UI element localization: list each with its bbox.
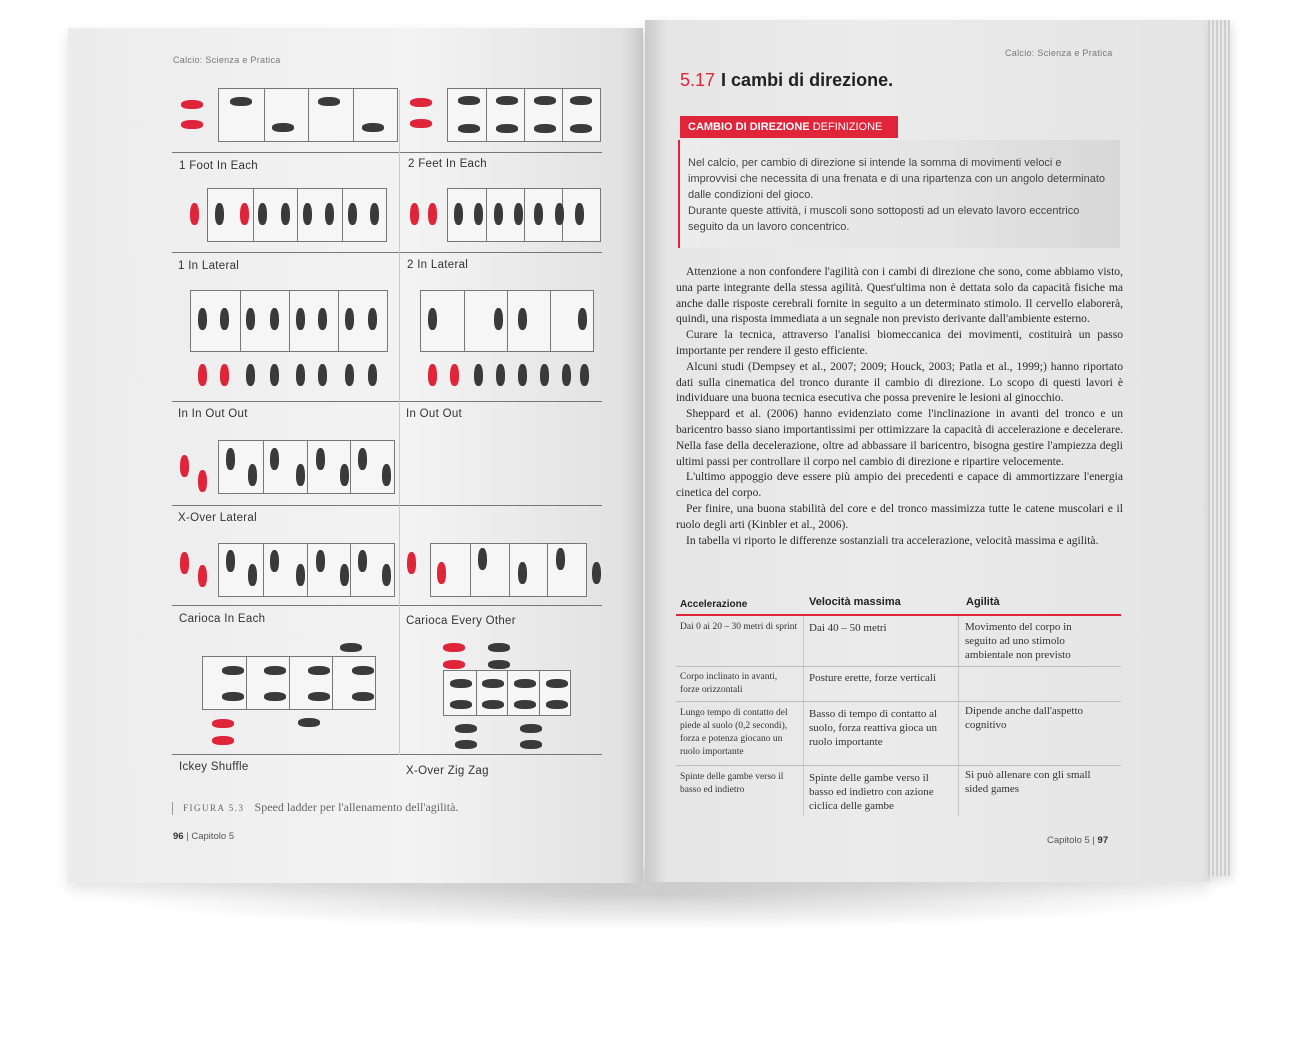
start-footprint-icon [181, 120, 203, 129]
table-cell: Si può allenare con gli small sided games [965, 769, 1091, 795]
ladder-rung [263, 441, 264, 493]
footprint-icon [318, 364, 327, 386]
footprint-icon [496, 96, 518, 105]
table-cell: Posture erette, forze verticali [809, 672, 937, 684]
footprint-icon [520, 724, 542, 733]
footprint-icon [264, 666, 286, 675]
definition-tag-rest: DEFINIZIONE [812, 121, 883, 133]
footprint-icon [222, 692, 244, 701]
drill-label: Carioca Every Other [406, 615, 516, 627]
footprint-icon [482, 700, 504, 709]
table-cell: Movimento del corpo in seguito ad uno stimolo ambientale non previsto [965, 621, 1072, 661]
drill-label: In In Out Out [178, 408, 248, 420]
speed-ladder [207, 188, 387, 242]
paragraph: Sheppard et al. (2006) hanno evidenziato come l'inclinazione in avanti del tronco e un baricentro basso siano importantissimi per ottimizzare la capacità di accelerazione e decelerare. Nella fase della decelerazione, oltre ad abbassare il baricentro, bisogna gestire l'ampiezza degli ultimi passi per controllare il corpo nel cambio di direzione e ripartire velocemente. [676, 407, 1123, 468]
left-page-num-value: 96 [173, 831, 184, 842]
footprint-icon [454, 203, 463, 225]
caption-text: Speed ladder per l'allenamento dell'agilità. [254, 800, 459, 814]
drill-label: 2 Feet In Each [408, 158, 487, 170]
ladder-rung [507, 291, 508, 351]
footprint-icon [488, 643, 510, 652]
start-footprint-icon [198, 364, 207, 386]
ladder-rung [524, 89, 525, 141]
speed-ladder [218, 88, 398, 142]
drill-label: 1 Foot In Each [179, 160, 258, 172]
figure-row-divider [172, 754, 602, 755]
footprint-icon [325, 203, 334, 225]
footprint-icon [226, 448, 235, 470]
footprint-icon [575, 203, 584, 225]
footprint-icon [514, 700, 536, 709]
footprint-icon [540, 364, 549, 386]
footprint-icon [520, 740, 542, 749]
table-row-divider [676, 666, 1121, 667]
footprint-icon [570, 96, 592, 105]
ladder-rung [486, 89, 487, 141]
ladder-rung [332, 657, 333, 709]
footprint-icon [316, 448, 325, 470]
ladder-rung [562, 89, 563, 141]
start-footprint-icon [410, 98, 432, 107]
footprint-icon [308, 692, 330, 701]
speed-ladder [420, 290, 594, 352]
start-footprint-icon [240, 203, 249, 225]
footprint-icon [296, 464, 305, 486]
table-row-divider [676, 701, 1121, 702]
start-footprint-icon [212, 736, 234, 745]
paragraph: Per finire, una buona stabilità del core e del tronco massimizza tutte le catene muscolari e il ruolo degli arti (Kinbler et al., 2006). [676, 501, 1123, 531]
definition-text-2: Durante queste attività, i muscoli sono sottoposti ad un elevato lavoro eccentrico seguito da un lavoro concentrico. [688, 205, 1080, 233]
footprint-icon [578, 308, 587, 330]
ladder-rung [509, 544, 510, 596]
footprint-icon [455, 740, 477, 749]
table-header-acceleration: Accelerazione [680, 599, 748, 610]
drill-label: In Out Out [406, 408, 463, 420]
footprint-icon [198, 308, 207, 330]
figure-caption [172, 800, 458, 815]
ladder-rung [342, 189, 343, 241]
footprint-icon [482, 679, 504, 688]
ladder-rung [464, 291, 465, 351]
start-footprint-icon [220, 364, 229, 386]
footprint-icon [230, 97, 252, 106]
start-footprint-icon [443, 660, 465, 669]
start-footprint-icon [428, 364, 437, 386]
footprint-icon [270, 448, 279, 470]
start-footprint-icon [410, 119, 432, 128]
start-footprint-icon [198, 565, 207, 587]
footprint-icon [340, 464, 349, 486]
footprint-icon [270, 308, 279, 330]
footprint-icon [382, 564, 391, 586]
figure-column-divider [399, 90, 400, 755]
section-number: 5.17 [680, 70, 716, 90]
ladder-rung [307, 544, 308, 596]
figure-row-divider [172, 401, 602, 402]
left-page-number: 96 | Capitolo 5 [173, 831, 235, 842]
table-cell: Dai 40 – 50 metri [809, 622, 887, 634]
footprint-icon [556, 548, 565, 570]
right-running-head: Calcio: Scienza e Pratica [1005, 48, 1113, 58]
table-cell: Spinte delle gambe verso il basso ed indietro [680, 772, 784, 795]
start-footprint-icon [437, 562, 446, 584]
ladder-rung [539, 671, 540, 715]
speed-ladder [218, 440, 395, 494]
ladder-rung [263, 544, 264, 596]
start-footprint-icon [407, 552, 416, 574]
footprint-icon [514, 679, 536, 688]
footprint-icon [592, 562, 601, 584]
section-heading [680, 70, 893, 91]
figure-row-divider [172, 252, 602, 253]
ladder-rung [476, 671, 477, 715]
ladder-rung [308, 89, 309, 141]
figure-row-divider [172, 152, 602, 153]
drill-label: Ickey Shuffle [179, 761, 249, 773]
footprint-icon [382, 464, 391, 486]
footprint-icon [450, 700, 472, 709]
start-footprint-icon [212, 719, 234, 728]
table-row-divider [676, 765, 1121, 766]
start-footprint-icon [180, 552, 189, 574]
footprint-icon [428, 308, 437, 330]
drill-label: X-Over Lateral [178, 512, 257, 524]
footprint-icon [518, 308, 527, 330]
definition-tag-bold: CAMBIO DI DIREZIONE [688, 121, 810, 133]
table-cell: Basso di tempo di contatto al suolo, forza reattiva gioca un ruolo importante [809, 708, 938, 748]
table-header-rule [676, 614, 1121, 616]
footprint-icon [298, 718, 320, 727]
table-cell: Dai 0 ai 20 – 30 metri di sprint [680, 622, 798, 632]
start-footprint-icon [180, 455, 189, 477]
speed-ladder [202, 656, 376, 710]
ladder-rung [350, 544, 351, 596]
footprint-icon [215, 203, 224, 225]
footprint-icon [246, 308, 255, 330]
footprint-icon [340, 643, 362, 652]
footprint-icon [514, 203, 523, 225]
footprint-icon [534, 96, 556, 105]
footprint-icon [226, 550, 235, 572]
ladder-rung [297, 189, 298, 241]
footprint-icon [272, 123, 294, 132]
table-column-divider [803, 616, 804, 816]
caption-figure-number: FIGURA 5.3 [183, 803, 245, 813]
ladder-rung [253, 189, 254, 241]
ladder-rung [507, 671, 508, 715]
figure-row-divider [172, 505, 602, 506]
ladder-rung [307, 441, 308, 493]
body-text [676, 264, 1123, 548]
table-cell: Dipende anche dall'aspetto cognitivo [965, 705, 1084, 731]
definition-text [688, 155, 1108, 235]
right-chapter: Capitolo 5 [1047, 835, 1090, 846]
drill-label: 2 In Lateral [407, 259, 469, 271]
paragraph: Alcuni studi (Dempsey et al., 2007; 2009; Houck, 2003; Patla et al., 1999;) hanno riportato dati sulla cinematica del tronco durante il cambio di direzione. Lo scopo di questi lavori è individuare una buona tecnica esecutiva che possa prevenire le lesioni al ginocchio. [676, 359, 1123, 405]
drill-label: 1 In Lateral [178, 260, 240, 272]
ladder-rung [264, 89, 265, 141]
footprint-icon [368, 364, 377, 386]
footprint-icon [546, 700, 568, 709]
ladder-rung [470, 544, 471, 596]
start-footprint-icon [443, 643, 465, 652]
section-title: I cambi di direzione. [721, 70, 894, 90]
footprint-icon [352, 666, 374, 675]
ladder-rung [547, 544, 548, 596]
ladder-rung [550, 291, 551, 351]
footprint-icon [362, 123, 384, 132]
definition-text-1: Nel calcio, per cambio di direzione si intende la somma di movimenti veloci e improvvisi che necessita di una frenata e di una ripartenza con un angolo determinato dalle condizioni del gioco. [688, 157, 1106, 201]
footprint-icon [258, 203, 267, 225]
footprint-icon [555, 203, 564, 225]
footprint-icon [368, 308, 377, 330]
left-chapter: Capitolo 5 [191, 831, 235, 842]
footprint-icon [494, 203, 503, 225]
figure-row-divider [172, 605, 602, 606]
footprint-icon [303, 203, 312, 225]
footprint-icon [270, 550, 279, 572]
ladder-rung [289, 657, 290, 709]
footprint-icon [318, 97, 340, 106]
footprint-icon [370, 203, 379, 225]
footprint-icon [518, 364, 527, 386]
ladder-rung [350, 441, 351, 493]
footprint-icon [580, 364, 589, 386]
footprint-icon [358, 550, 367, 572]
footprint-icon [316, 550, 325, 572]
right-page-number: Capitolo 5 | 97 [1047, 835, 1109, 846]
footprint-icon [518, 562, 527, 584]
ladder-rung [486, 189, 487, 241]
footprint-icon [345, 308, 354, 330]
drill-label: Carioca In Each [179, 613, 266, 625]
footprint-icon [248, 564, 257, 586]
ladder-rung [246, 657, 247, 709]
footprint-icon [270, 364, 279, 386]
footprint-icon [308, 666, 330, 675]
footprint-icon [345, 364, 354, 386]
footprint-icon [248, 464, 257, 486]
footprint-icon [458, 124, 480, 133]
ladder-rung [240, 291, 241, 351]
footprint-icon [296, 308, 305, 330]
footprint-icon [352, 692, 374, 701]
start-footprint-icon [410, 203, 419, 225]
footprint-icon [488, 660, 510, 669]
ladder-rung [289, 291, 290, 351]
footprint-icon [458, 96, 480, 105]
footprint-icon [496, 364, 505, 386]
definition-tag [680, 116, 898, 138]
footprint-icon [281, 203, 290, 225]
page-edges [1208, 20, 1230, 876]
table-cell: Spinte delle gambe verso il basso ed indietro con azione ciclica delle gambe [809, 772, 934, 812]
ladder-rung [524, 189, 525, 241]
ladder-rung [353, 89, 354, 141]
footprint-icon [474, 203, 483, 225]
footprint-icon [474, 364, 483, 386]
table-header-max-speed: Velocità massima [809, 596, 901, 608]
ladder-rung [338, 291, 339, 351]
footprint-icon [450, 679, 472, 688]
paragraph: In tabella vi riporto le differenze sostanziali tra accelerazione, velocità massima e agilità. [686, 533, 1099, 547]
table-column-divider [958, 616, 959, 816]
start-footprint-icon [450, 364, 459, 386]
footprint-icon [318, 308, 327, 330]
table-cell: Lungo tempo di contatto del piede al suolo (0,2 secondi), forza e potenza giocano un ruolo importante [680, 708, 788, 757]
footprint-icon [562, 364, 571, 386]
footprint-icon [478, 548, 487, 570]
speed-ladder [218, 543, 395, 597]
paragraph: Attenzione a non confondere l'agilità con i cambi di direzione che sono, come abbiamo visto, una parte integrante della stessa agilità. Quest'ultima non è dettata solo da capacità fisiche ma anche dalle risposte cerebrali fornite in seguito a un determinato stimolo. Il cervello elaborerà, quindi, una risposta immediata a un segnale non previsto derivante dall'ambiente esterno. [676, 265, 1123, 326]
footprint-icon [340, 564, 349, 586]
footprint-icon [546, 679, 568, 688]
drill-label: X-Over Zig Zag [406, 765, 489, 777]
footprint-icon [348, 203, 357, 225]
footprint-icon [570, 124, 592, 133]
footprint-icon [494, 308, 503, 330]
left-running-head: Calcio: Scienza e Pratica [173, 55, 281, 65]
footprint-icon [220, 308, 229, 330]
start-footprint-icon [198, 470, 207, 492]
footprint-icon [534, 124, 556, 133]
paragraph: L'ultimo appoggio deve essere più ampio dei precedenti e capace di ammortizzare l'energia cinetica del corpo. [676, 470, 1123, 500]
speed-ladder [443, 670, 571, 716]
paragraph: Curare la tecnica, attraverso l'analisi biomeccanica dei movimenti, costituirà un passo importante per rendere il gesto efficiente. [676, 328, 1123, 357]
footprint-icon [296, 564, 305, 586]
footprint-icon [534, 203, 543, 225]
start-footprint-icon [181, 100, 203, 109]
footprint-icon [222, 666, 244, 675]
right-page-num-value: 97 [1097, 835, 1109, 846]
table-cell: Corpo inclinato in avanti, forze orizzontali [680, 672, 778, 695]
table-header-agility: Agilità [966, 596, 1000, 608]
footprint-icon [246, 364, 255, 386]
footprint-icon [496, 124, 518, 133]
footprint-icon [455, 724, 477, 733]
footprint-icon [264, 692, 286, 701]
footprint-icon [358, 448, 367, 470]
start-footprint-icon [190, 203, 199, 225]
footprint-icon [296, 364, 305, 386]
start-footprint-icon [428, 203, 437, 225]
